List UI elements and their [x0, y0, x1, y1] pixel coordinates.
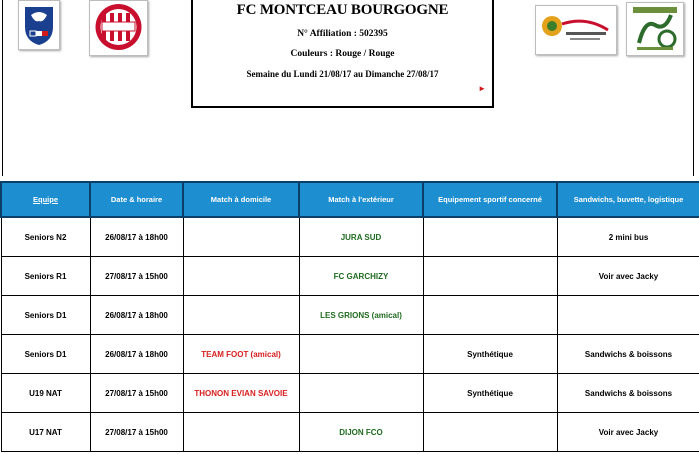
table-row — [1, 217, 699, 257]
fff-logo — [18, 0, 60, 50]
cell-away: JURA SUD — [299, 217, 423, 257]
arrow-marker-icon: ► — [478, 84, 486, 93]
cell-date: 27/08/17 à 15h00 — [90, 413, 183, 452]
cell-logistics — [557, 296, 699, 335]
column-header-facility: Equipement sportif concerné — [423, 182, 557, 217]
cell-away — [299, 335, 423, 374]
column-header-home: Match à domicile — [183, 182, 299, 217]
club-name: FC MONTCEAU BOURGOGNE — [236, 2, 449, 18]
cell-team: Seniors D1 — [1, 335, 90, 374]
match-schedule-table — [0, 181, 699, 452]
column-header-team: Equipe — [1, 182, 90, 217]
cell-logistics: Voir avec Jacky — [557, 413, 699, 452]
table-row — [1, 257, 699, 296]
cell-logistics: Sandwichs & boissons — [557, 374, 699, 413]
club-header — [191, 0, 494, 108]
sponsor-logo — [535, 5, 617, 55]
cell-facility: Synthétique — [423, 335, 557, 374]
cell-facility — [423, 217, 557, 257]
cell-date: 26/08/17 à 18h00 — [90, 335, 183, 374]
table-row — [1, 374, 699, 413]
club-colors: Couleurs : Rouge / Rouge — [290, 49, 395, 59]
cell-date: 27/08/17 à 15h00 — [90, 257, 183, 296]
cell-facility — [423, 413, 557, 452]
cell-home — [183, 296, 299, 335]
cell-away: DIJON FCO — [299, 413, 423, 452]
affiliation-number: N° Affiliation : 502395 — [297, 29, 388, 39]
fcmb-logo — [89, 0, 148, 56]
cell-home: THONON EVIAN SAVOIE — [183, 374, 299, 413]
table-row — [1, 413, 699, 452]
cell-logistics: Voir avec Jacky — [557, 257, 699, 296]
cell-home — [183, 217, 299, 257]
cell-home — [183, 413, 299, 452]
cell-away: FC GARCHIZY — [299, 257, 423, 296]
table-row — [1, 296, 699, 335]
column-header-logistics: Sandwichs, buvette, logistique — [557, 182, 699, 217]
cell-date: 26/08/17 à 18h00 — [90, 217, 183, 257]
partner-logo — [626, 2, 684, 56]
cell-date: 27/08/17 à 15h00 — [90, 374, 183, 413]
column-header-date: Date & horaire — [90, 182, 183, 217]
cell-away — [299, 374, 423, 413]
cell-logistics: 2 mini bus — [557, 217, 699, 257]
cell-facility — [423, 257, 557, 296]
week-range: Semaine du Lundi 21/08/17 au Dimanche 27/08/17 — [246, 69, 439, 79]
cell-team: Seniors N2 — [1, 217, 90, 257]
cell-away: LES GRIONS (amical) — [299, 296, 423, 335]
cell-home: TEAM FOOT (amical) — [183, 335, 299, 374]
cell-team: Seniors D1 — [1, 296, 90, 335]
table-row — [1, 335, 699, 374]
cell-team: Seniors R1 — [1, 257, 90, 296]
table-header-row — [1, 182, 699, 217]
cell-logistics: Sandwichs & boissons — [557, 335, 699, 374]
cell-date: 26/08/17 à 18h00 — [90, 296, 183, 335]
column-header-away: Match à l'extérieur — [299, 182, 423, 217]
cell-facility: Synthétique — [423, 374, 557, 413]
cell-home — [183, 257, 299, 296]
cell-team: U19 NAT — [1, 374, 90, 413]
cell-facility — [423, 296, 557, 335]
cell-team: U17 NAT — [1, 413, 90, 452]
